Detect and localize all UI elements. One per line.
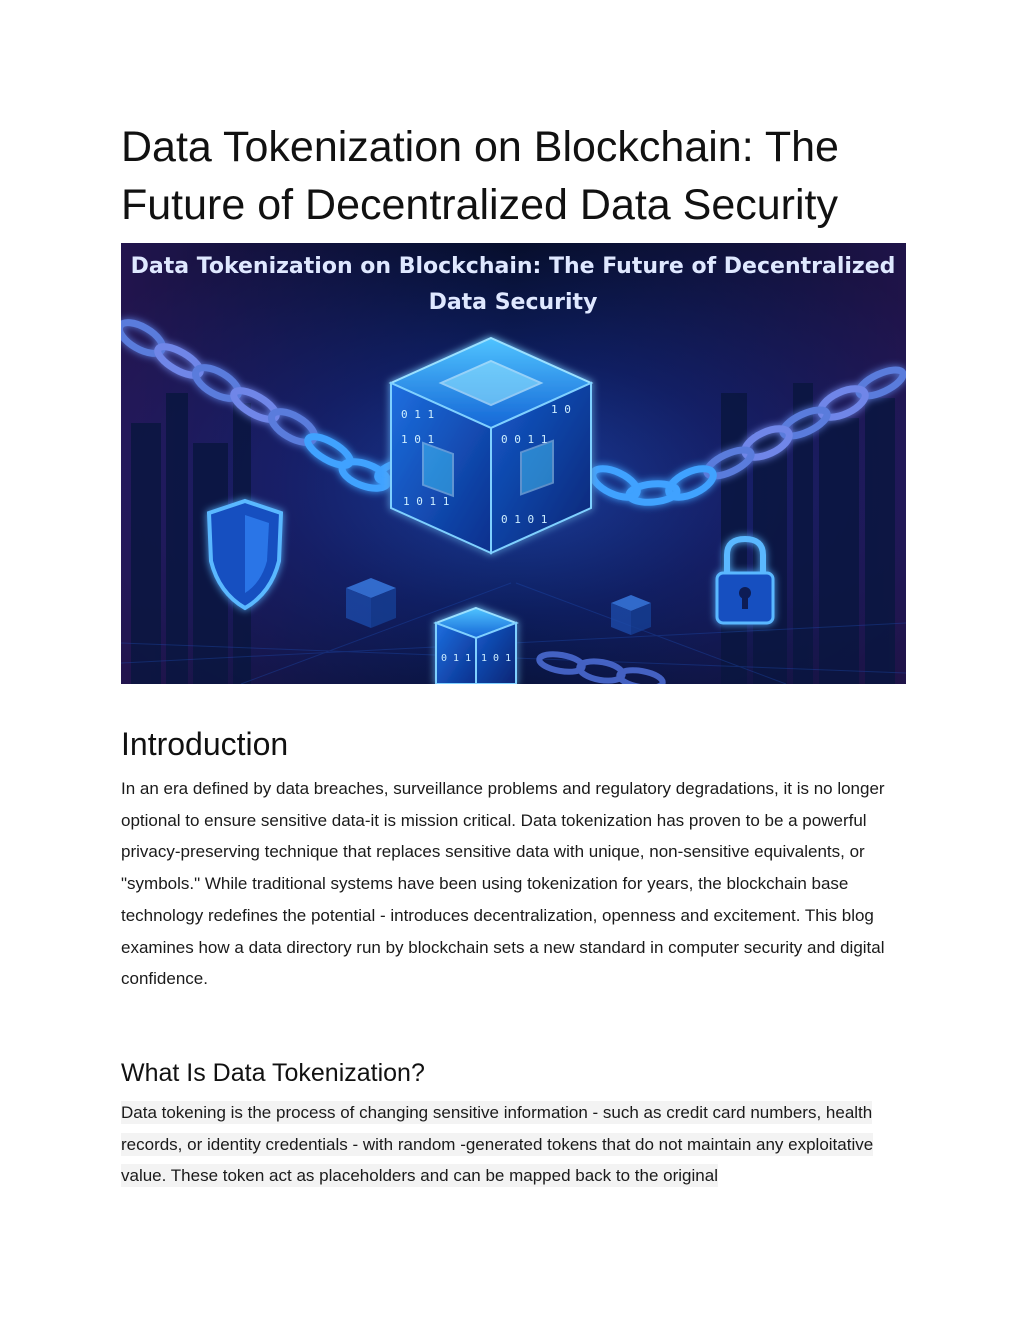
data-cube-icon (391, 338, 591, 553)
svg-text:Data Security: Data Security (428, 290, 598, 315)
hero-image (121, 243, 906, 684)
svg-text:1 0 1 1: 1 0 1 1 (403, 495, 450, 508)
document-title: Data Tokenization on Blockchain: The Future of Decentralized Data Security (121, 123, 839, 229)
section-body-what-is-data-tokenization (121, 1097, 906, 1192)
svg-text:0 1 1: 0 1 1 (441, 653, 472, 664)
svg-text:Data Tokenization on Blockchai: Data Tokenization on Blockchain: The Future of Decentralized (130, 254, 896, 279)
svg-text:1 0: 1 0 (551, 403, 571, 416)
svg-text:0 1 0 1: 0 1 0 1 (501, 513, 548, 526)
section-heading-introduction: Introduction (121, 726, 289, 762)
highlighted-text: Data tokening is the process of changing sensitive information - such as credit card numbers, health records, or identity credentials - with random -generated tokens that do not maintain any exploitative value. These token act as placeholders and can be mapped back to the original (121, 1103, 874, 1186)
svg-text:0 1 1: 0 1 1 (401, 408, 435, 421)
section-heading-what-is-data-tokenization: What Is Data Tokenization? (121, 1059, 425, 1087)
svg-text:1 0 1: 1 0 1 (481, 653, 512, 664)
svg-text:0 0 1 1: 0 0 1 1 (501, 433, 548, 446)
svg-text:1 0 1: 1 0 1 (401, 433, 435, 446)
section-body-introduction: In an era defined by data breaches, surveillance problems and regulatory degradations, it is no longer optional to ensure sensitive data-it is mission critical. Data tokenization has proven to be a powerful privacy-preserving technique that replaces sensitive data with unique, non-sensitive equivalents, or "symbols." While traditional systems have been using tokenization for years, the blockchain base technology redefines the potential - introduces decentralization, openness and excitement. This blog examines how a data directory run by blockchain sets a new standard in computer security and digital confidence. (121, 779, 885, 989)
data-cube-icon (436, 608, 516, 684)
